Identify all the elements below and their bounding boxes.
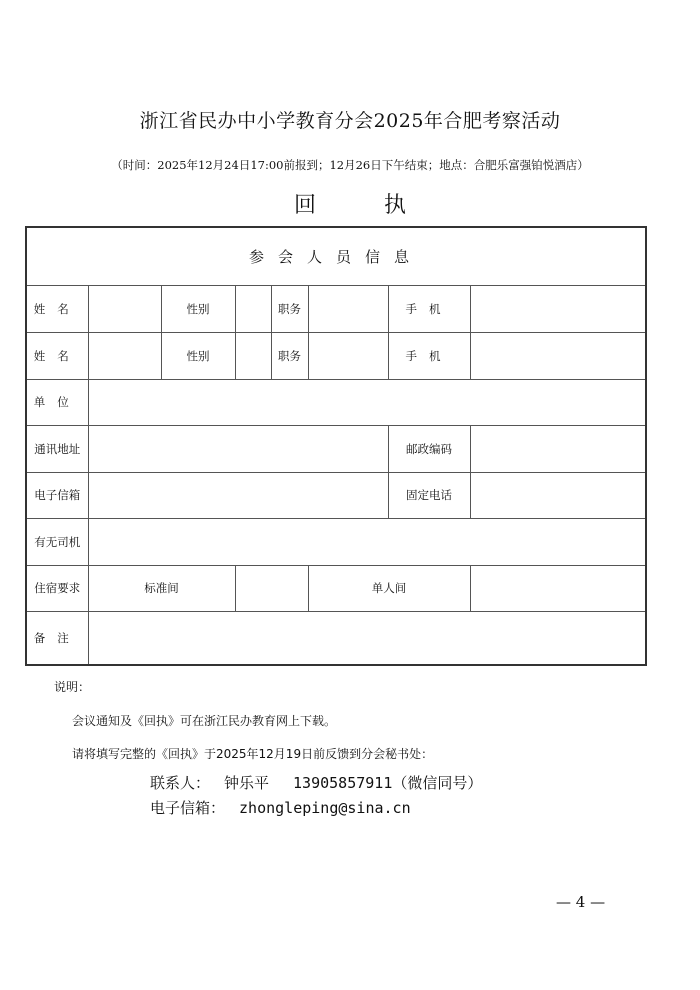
lodging-label: 住宿要求 — [26, 565, 88, 611]
postcode-label: 邮政编码 — [388, 425, 470, 472]
position-field-1[interactable] — [308, 285, 388, 332]
submission-note: 请将填写完整的《回执》于2025年12月19日前反馈到分会秘书处： — [72, 747, 434, 761]
standard-room-field[interactable] — [235, 565, 308, 611]
notes-heading: 说明： — [54, 680, 91, 694]
landline-field[interactable] — [470, 472, 646, 518]
email-line — [150, 797, 411, 818]
phone-label: 手机 — [388, 285, 470, 332]
remarks-field[interactable] — [88, 611, 646, 665]
single-room-field[interactable] — [470, 565, 646, 611]
name-label: 姓名 — [26, 332, 88, 379]
driver-label: 有无司机 — [26, 518, 88, 565]
remarks-label: 备注 — [26, 611, 88, 665]
event-details: （时间：2025年12月24日17:00前报到；12月26日下午结束；地点：合肥乐富强铂悦酒店） — [111, 158, 589, 172]
standard-room-label: 标准间 — [88, 565, 235, 611]
form-header: 参会人员信息 — [26, 227, 646, 285]
receipt-title — [0, 188, 700, 219]
landline-label: 固定电话 — [388, 472, 470, 518]
single-room-label: 单人间 — [308, 565, 470, 611]
contact-phone: 13905857911（微信同号） — [293, 774, 483, 792]
unit-label: 单位 — [26, 379, 88, 425]
gender-label: 性别 — [161, 285, 235, 332]
postcode-field[interactable] — [470, 425, 646, 472]
unit-field[interactable] — [88, 379, 646, 425]
phone-field-1[interactable] — [470, 285, 646, 332]
receipt-title-char-1: 回 — [293, 193, 316, 218]
email-field[interactable] — [88, 472, 388, 518]
phone-label: 手机 — [388, 332, 470, 379]
address-label: 通讯地址 — [26, 425, 88, 472]
receipt-title-char-2: 执 — [384, 193, 407, 218]
email-label: 电子信箱 — [26, 472, 88, 518]
name-field-1[interactable] — [88, 285, 161, 332]
position-label: 职务 — [271, 332, 308, 379]
gender-field-1[interactable] — [235, 285, 271, 332]
registration-form — [25, 226, 647, 666]
name-label: 姓名 — [26, 285, 88, 332]
download-note: 会议通知及《回执》可在浙江民办教育网上下载。 — [72, 714, 337, 728]
email-address[interactable]: zhongleping@sina.cn — [239, 799, 411, 817]
email-contact-label: 电子信箱： — [150, 799, 226, 817]
gender-label: 性别 — [161, 332, 235, 379]
document-title: 浙江省民办中小学教育分会2025年合肥考察活动 — [139, 110, 561, 132]
address-field[interactable] — [88, 425, 388, 472]
phone-field-2[interactable] — [470, 332, 646, 379]
contact-name: 钟乐平 — [224, 774, 270, 792]
name-field-2[interactable] — [88, 332, 161, 379]
page-number: — 4 — — [556, 893, 606, 911]
gender-field-2[interactable] — [235, 332, 271, 379]
position-label: 职务 — [271, 285, 308, 332]
contact-label: 联系人： — [150, 774, 211, 792]
position-field-2[interactable] — [308, 332, 388, 379]
driver-field[interactable] — [88, 518, 646, 565]
contact-line — [150, 772, 482, 793]
